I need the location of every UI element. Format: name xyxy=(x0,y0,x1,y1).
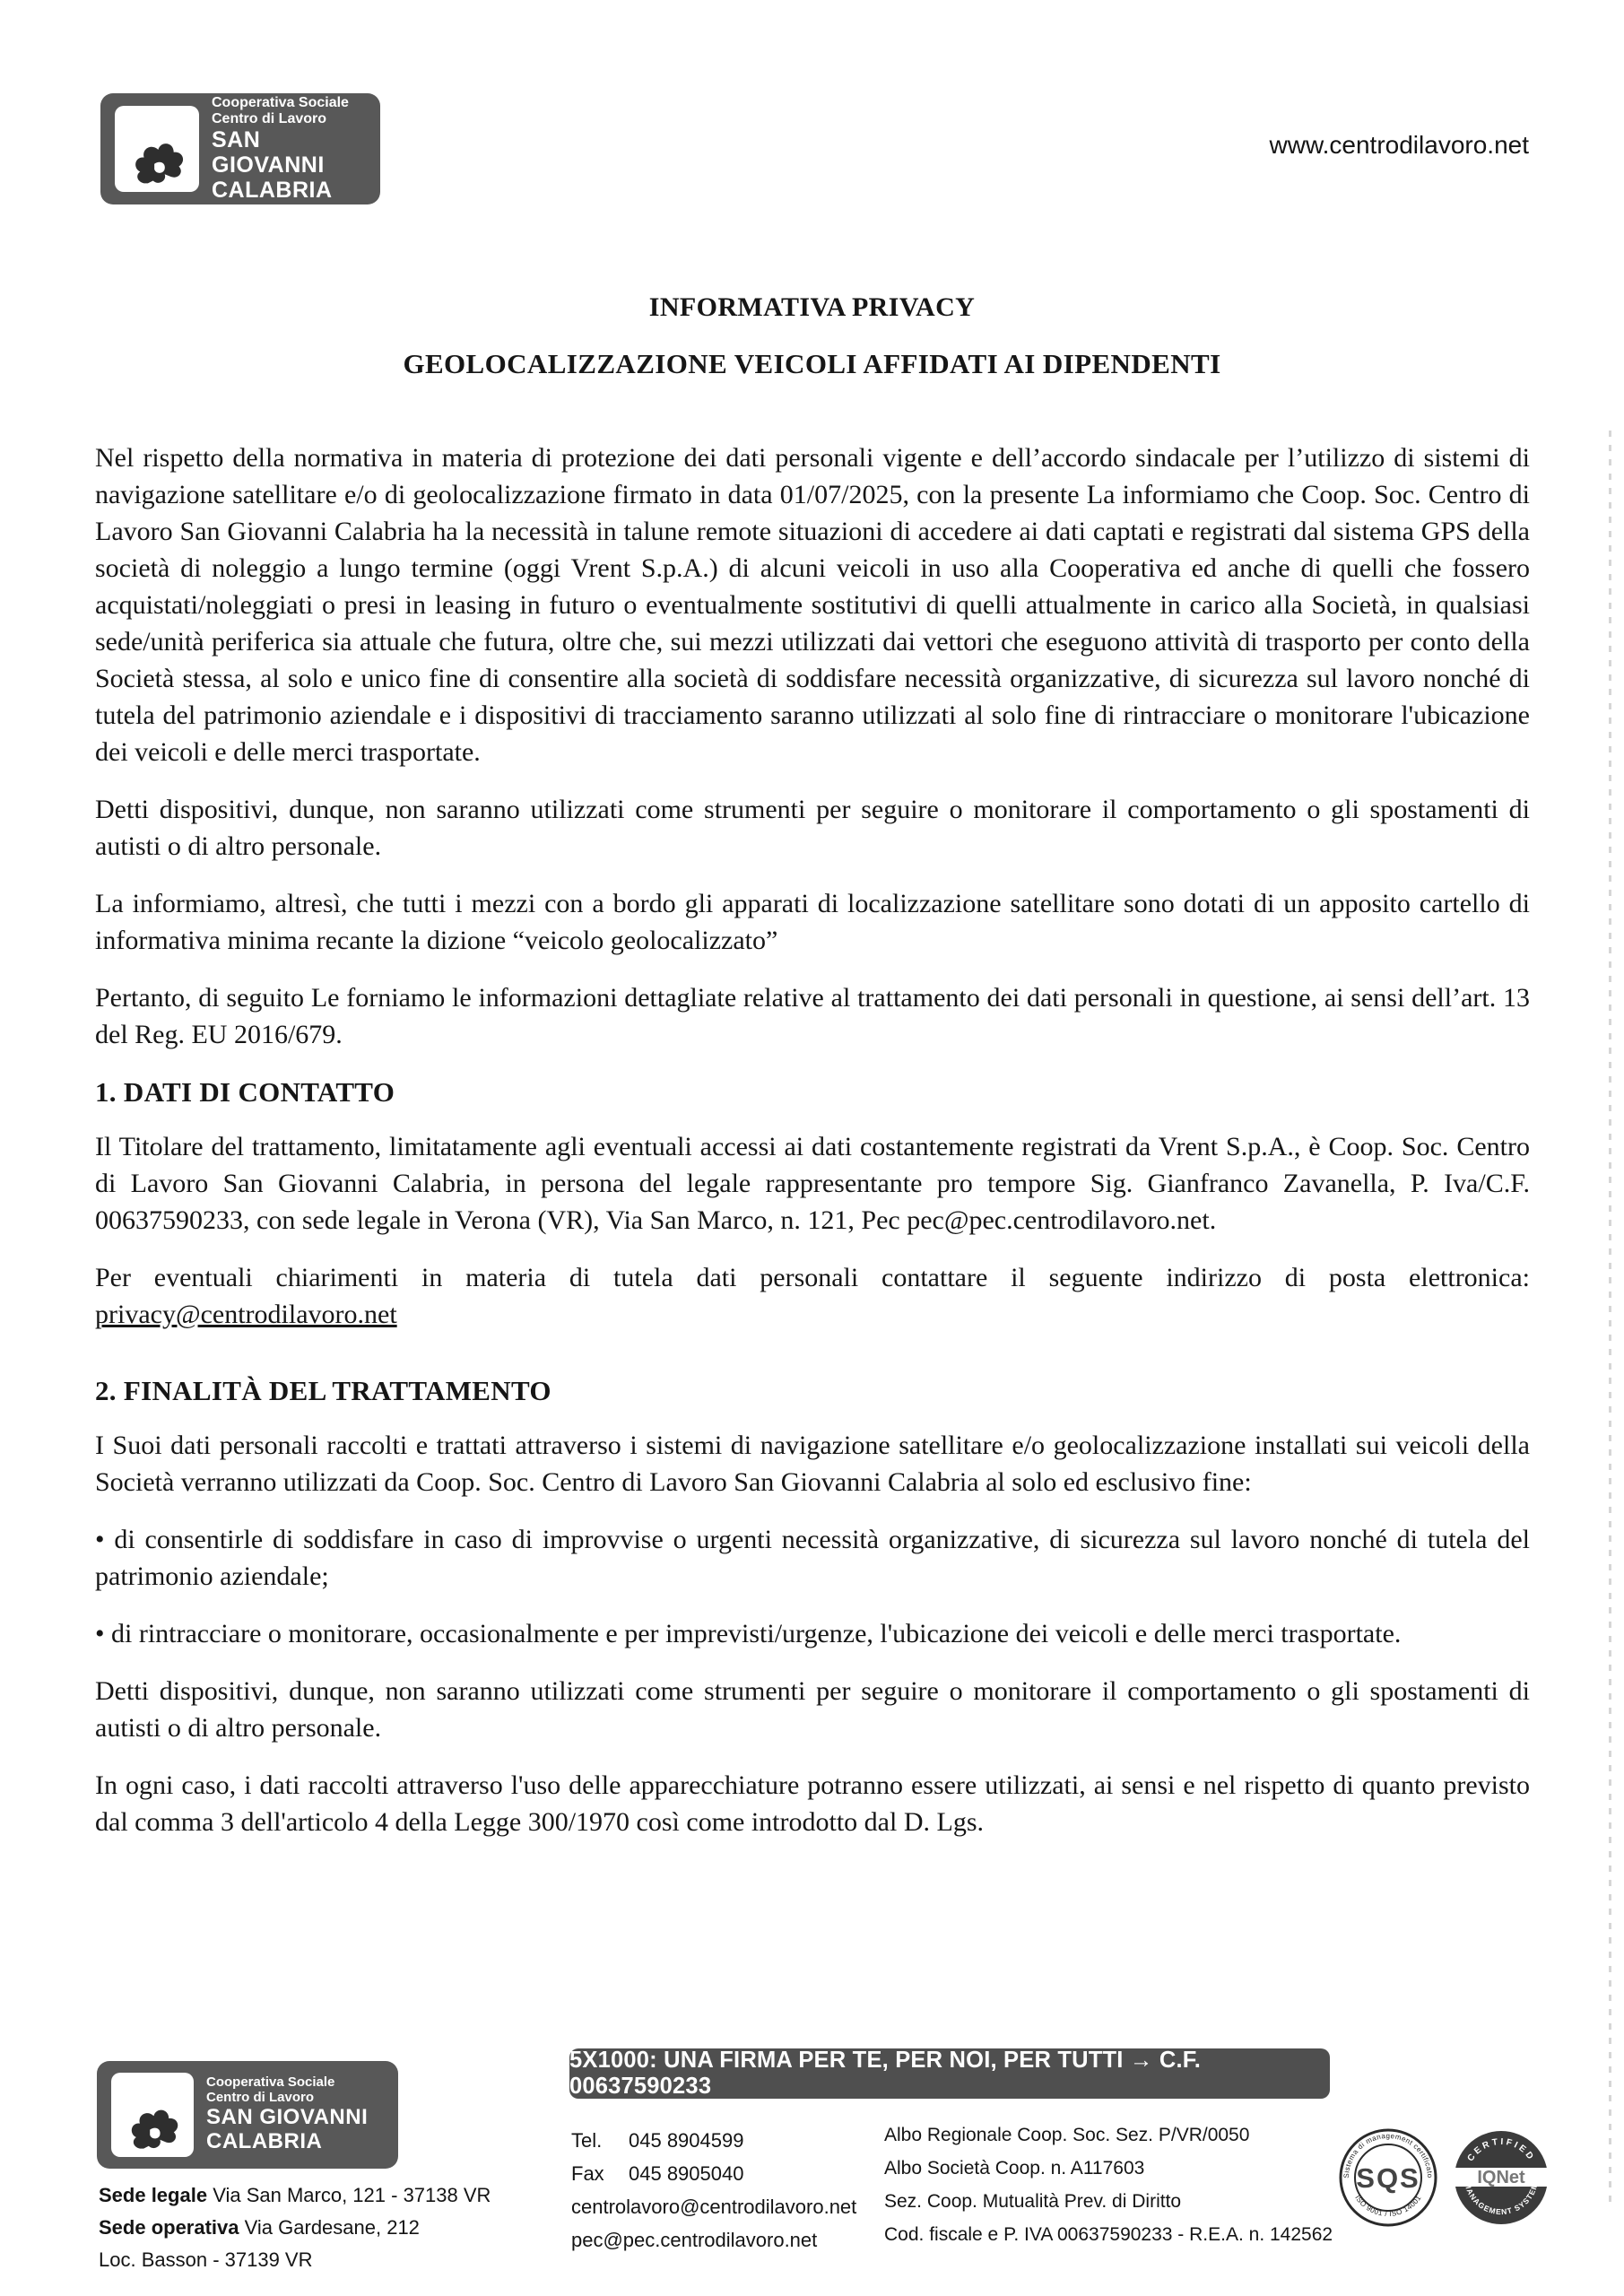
footer-logo-text xyxy=(206,2075,368,2153)
header-logo xyxy=(100,93,380,204)
bullet-rintracciare: • di rintracciare o monitorare, occasionalmente e per imprevisti/urgenze, l'ubicazione dei veicoli e delle merci trasportate. xyxy=(95,1619,1402,1648)
logo-line-sangiovanni: SAN GIOVANNI xyxy=(212,126,325,178)
website-url: www.centrodilavoro.net xyxy=(1269,131,1529,159)
tel-number: 045 8904599 xyxy=(629,2129,744,2152)
footer-logo-line-coop: Cooperativa Sociale xyxy=(206,2074,335,2091)
contact-email: centrolavoro@centrodilavoro.net xyxy=(571,2196,857,2218)
fax-number: 045 8905040 xyxy=(629,2162,744,2185)
winged-lion-icon xyxy=(125,126,189,192)
logo-mark-box xyxy=(115,106,199,192)
footer-address xyxy=(99,2179,491,2276)
footer-registry xyxy=(884,2118,1333,2251)
paragraph-cartello: La informiamo, altresì, che tutti i mezzi con a bordo gli apparati di localizzazione satellitare sono dotati di un apposito cartello di informativa minima recante la dizione “veicolo geolocalizzato” xyxy=(95,889,1530,955)
iqnet-certification-seal-icon xyxy=(1453,2129,1550,2226)
section-heading-contatti: 1. DATI DI CONTATTO xyxy=(95,1076,395,1108)
winged-lion-icon xyxy=(121,2092,184,2157)
footer-logo-line-calabria: CALABRIA xyxy=(206,2128,323,2153)
address-localita: Loc. Basson - 37139 VR xyxy=(99,2248,313,2271)
registry-sez-coop: Sez. Coop. Mutualità Prev. di Diritto xyxy=(884,2191,1182,2212)
sede-legale-label: Sede legale xyxy=(99,2184,208,2206)
footer-logo-mark-box xyxy=(111,2073,194,2157)
paragraph-contact-email xyxy=(95,1259,1530,1333)
logo-text xyxy=(212,95,366,203)
logo-line-calabria: CALABRIA xyxy=(212,177,333,203)
address-sede-operativa xyxy=(99,2212,491,2244)
logo-line-coop: Cooperativa Sociale xyxy=(212,95,349,111)
svg-text:ISO 9001 / ISO 14001 xyxy=(1353,2194,1422,2218)
paragraph-no-monitoring: Detti dispositivi, dunque, non saranno utilizzati come strumenti per seguire o monitorare il comportamento o gli spostamenti di autisti o di altro personale. xyxy=(95,795,1530,861)
logo-line-centro: Centro di Lavoro xyxy=(212,111,327,126)
sqs-seal-bottom-text: ISO 9001 / ISO 14001 xyxy=(1353,2194,1423,2218)
paragraph-titolare: Il Titolare del trattamento, limitatamente agli eventuali accessi ai dati costantemente registrati da Vrent S.p.A., è Coop. Soc. Centro di Lavoro San Giovanni Calabria, in persona del legale rappresentante pro tempore Sig. Gianfranco Zavanella, P. Iva/C.F. 00637590233, con sede legale in Verona (VR), Via San Marco, n. 121, Pec pec@pec.centrodilavoro.net. xyxy=(95,1132,1530,1235)
sqs-seal-top-text: Sistema di management certificato xyxy=(1342,2131,1435,2179)
privacy-email-link[interactable]: privacy@centrodilavoro.net xyxy=(95,1300,397,1329)
registry-cod-fiscale: Cod. fiscale e P. IVA 00637590233 - R.E.A. n. 142562 xyxy=(884,2224,1333,2245)
bullet-necessita-organizzative: • di consentirle di soddisfare in caso di improvvise o urgenti necessità organizzative, di sicurezza sul lavoro nonché di tutela del patrimonio aziendale; xyxy=(95,1525,1530,1591)
registry-albo-societa: Albo Società Coop. n. A117603 xyxy=(884,2158,1145,2179)
sede-operativa-value: Via Gardesane, 212 xyxy=(239,2216,420,2239)
paragraph-legge-300: In ogni caso, i dati raccolti attraverso l'uso delle apparecchiature potranno essere utilizzati, ai sensi e nel rispetto di quanto previsto dal comma 3 dell'articolo 4 della Legge 300/1970 così come introdotto dal D. Lgs. xyxy=(95,1770,1530,1837)
section-heading-finalita: 2. FINALITÀ DEL TRATTAMENTO xyxy=(95,1375,551,1406)
footer-logo-line-centro: Centro di Lavoro xyxy=(206,2090,315,2106)
sqs-certification-seal-icon xyxy=(1338,2127,1438,2228)
document-title: INFORMATIVA PRIVACY xyxy=(648,292,976,322)
footer-logo-line-sangiovanni: SAN GIOVANNI xyxy=(206,2104,369,2129)
footer-5x1000-banner: 5X1000: UNA FIRMA PER TE, PER NOI, PER TUTTI → C.F. 00637590233 xyxy=(569,2048,1330,2099)
footer-contacts xyxy=(571,2124,856,2257)
iqnet-seal-bottom-text: MANAGEMENT SYSTEM xyxy=(1463,2181,1540,2217)
fax-label: Fax xyxy=(571,2162,604,2185)
contact-fax xyxy=(571,2157,856,2190)
iqnet-seal-center-text: IQNet xyxy=(1477,2168,1525,2187)
registry-albo-regionale: Albo Regionale Coop. Soc. Sez. P/VR/0050 xyxy=(884,2125,1250,2145)
paragraph-contact-email-text: Per eventuali chiarimenti in materia di tutela dati personali contattare il seguente indirizzo di posta elettronica: xyxy=(95,1263,1530,1292)
sede-operativa-label: Sede operativa xyxy=(99,2216,239,2239)
document-body xyxy=(95,439,1530,1861)
contact-tel xyxy=(571,2124,856,2157)
address-sede-legale xyxy=(99,2179,491,2212)
paragraph-pertanto: Pertanto, di seguito Le forniamo le informazioni dettagliate relative al trattamento dei dati personali in questione, ai sensi dell’art. 13 del Reg. EU 2016/679. xyxy=(95,983,1530,1049)
iqnet-seal-top-text: CERTIFIED xyxy=(1465,2136,1537,2164)
sede-legale-value: Via San Marco, 121 - 37138 VR xyxy=(207,2184,491,2206)
document-subtitle: GEOLOCALIZZAZIONE VEICOLI AFFIDATI AI DIPENDENTI xyxy=(403,348,1221,379)
paragraph-finalita-intro: I Suoi dati personali raccolti e trattati attraverso i sistemi di navigazione satellitare e/o geolocalizzazione installati sui veicoli della Società verranno utilizzati da Coop. Soc. Centro di Lavoro San Giovanni Calabria al solo ed esclusivo fine: xyxy=(95,1431,1530,1497)
scan-edge-artifact xyxy=(1609,430,1611,2206)
sqs-seal-center-text: SQS xyxy=(1356,2162,1420,2194)
contact-pec: pec@pec.centrodilavoro.net xyxy=(571,2229,818,2251)
tel-label: Tel. xyxy=(571,2129,603,2152)
footer-logo xyxy=(97,2061,398,2169)
paragraph-no-monitoring-2: Detti dispositivi, dunque, non saranno utilizzati come strumenti per seguire o monitorare il comportamento o gli spostamenti di autisti o di altro personale. xyxy=(95,1676,1530,1743)
paragraph-intro: Nel rispetto della normativa in materia di protezione dei dati personali vigente e dell’accordo sindacale per l’utilizzo di sistemi di navigazione satellitare e/o di geolocalizzazione firmato in data 01/07/2025, con la presente La informiamo che Coop. Soc. Centro di Lavoro San Giovanni Calabria ha la necessità in talune remote situazioni di accedere ai dati captati e registrati dal sistema GPS della società di noleggio a lungo termine (oggi Vrent S.p.A.) di alcuni veicoli in uso alla Cooperativa ed anche di quelli che fossero acquistati/noleggiati o presi in leasing in futuro o eventualmente sostitutivi di quelli attualmente in carico alla Società, in qualsiasi sede/unità periferica sia attuale che futura, oltre che, sui mezzi utilizzati dai vettori che eseguono attività di trasporto per conto della Società stessa, al solo e unico fine di consentire alla società di soddisfare necessità organizzative, di sicurezza sul lavoro nonché di tutela del patrimonio aziendale e i dispositivi di tracciamento saranno utilizzati al solo fine di rintracciare o monitorare l'ubicazione dei veicoli e delle merci trasportate. xyxy=(95,443,1530,767)
